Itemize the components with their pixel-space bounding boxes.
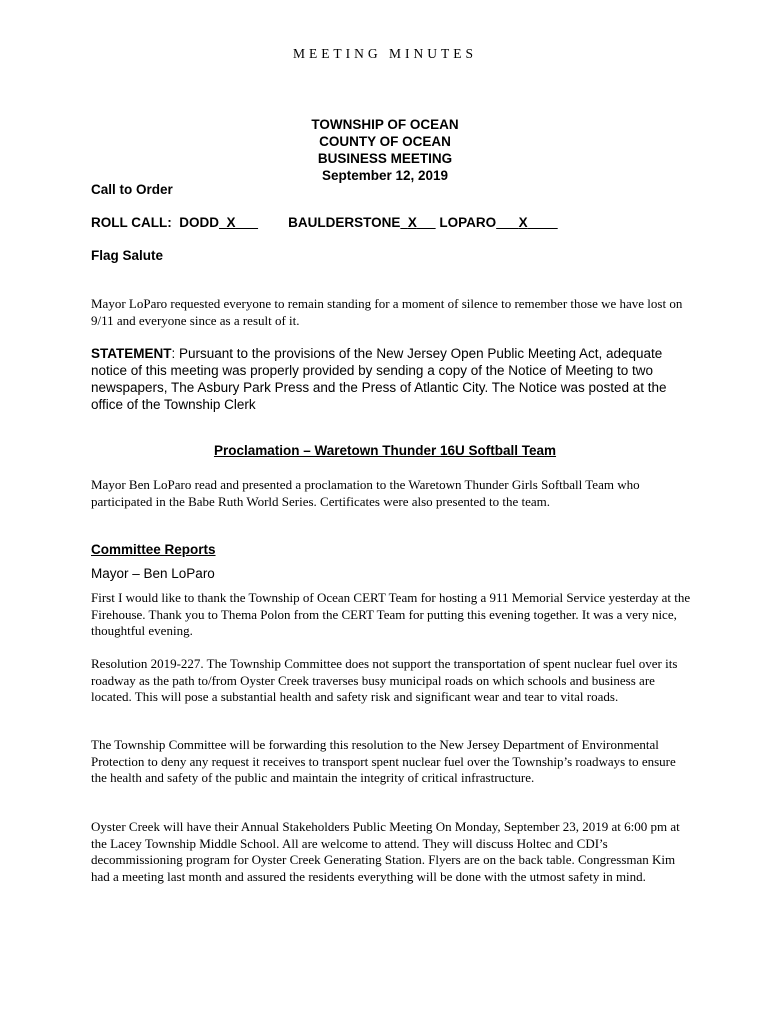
proclamation-heading: Proclamation – Waretown Thunder 16U Softball Team	[213, 443, 557, 458]
header-date: September 12, 2019	[321, 168, 449, 183]
header-county: COUNTY OF OCEAN	[319, 134, 451, 149]
statement-label: STATEMENT	[91, 346, 172, 361]
roll-call-member-name: DODD	[179, 215, 220, 230]
mayor-report-heading: Mayor – Ben LoParo	[91, 566, 215, 581]
committee-reports-heading: Committee Reports	[91, 542, 216, 557]
proclamation-paragraph: Mayor Ben LoParo read and presented a proclamation to the Waretown Thunder Girls Softball Team who participated in the Babe Ruth World Series. Certificates were also presented to the team.	[91, 477, 640, 509]
meeting-header	[0, 116, 770, 184]
flag-salute-heading: Flag Salute	[91, 248, 164, 263]
cert-thanks-paragraph: First I would like to thank the Township of Ocean CERT Team for hosting a 911 Memorial Service yesterday at the Firehouse. Thank you to Thema Polon from the CERT Team for putting this evening together. It was a very nice, thoughtful evening.	[91, 590, 691, 638]
roll-call-member-name: LOPARO	[439, 215, 497, 230]
roll-call-mark: X	[407, 215, 417, 230]
moment-of-silence-paragraph: Mayor LoParo requested everyone to remain standing for a moment of silence to remember those we have lost on 9/11 and everyone since as a result of it.	[91, 296, 683, 328]
roll-call-member-name: BAULDERSTONE	[288, 215, 401, 230]
roll-call-mark: X	[518, 215, 528, 230]
roll-call-label: ROLL CALL:	[91, 215, 172, 230]
resolution-paragraph: Resolution 2019-227. The Township Committee does not support the transportation of spent nuclear fuel over its roadway as the path to/from Oyster Creek traverses busy municipal roads on which schools and business are located. This will pose a substantial health and safety risk and significant wear and tear to vital roads.	[91, 656, 678, 704]
document-title: MEETING MINUTES	[292, 46, 478, 61]
roll-call-line	[91, 215, 691, 230]
statement-text: : Pursuant to the provisions of the New Jersey Open Public Meeting Act, adequate notice of this meeting was properly provided by sending a copy of the Notice of Meeting to two newspapers, The Asbury Park Press and the Press of Atlantic City. The Notice was posted at the office of the Township Clerk	[91, 346, 667, 412]
header-meeting-type: BUSINESS MEETING	[317, 151, 453, 166]
header-township: TOWNSHIP OF OCEAN	[311, 117, 459, 132]
forwarding-paragraph: The Township Committee will be forwarding this resolution to the New Jersey Department of Environmental Protection to deny any request it receives to transport spent nuclear fuel over the Township’s roadways to ensure the health and safety of the public and maintain the integrity of critical infrastructure.	[91, 737, 676, 785]
call-to-order-heading: Call to Order	[91, 182, 173, 197]
oyster-creek-paragraph: Oyster Creek will have their Annual Stakeholders Public Meeting On Monday, September 23, 2019 at 6:00 pm at the Lacey Township Middle School. All are welcome to attend. They will discuss Holtec and CDI’s decommissioning program for Oyster Creek Generating Station. Flyers are on the back table. Congressman Kim had a meeting last month and assured the residents everything will be done with the utmost safety in mind.	[91, 819, 680, 884]
roll-call-mark: X	[226, 215, 236, 230]
statement-paragraph	[91, 345, 691, 413]
